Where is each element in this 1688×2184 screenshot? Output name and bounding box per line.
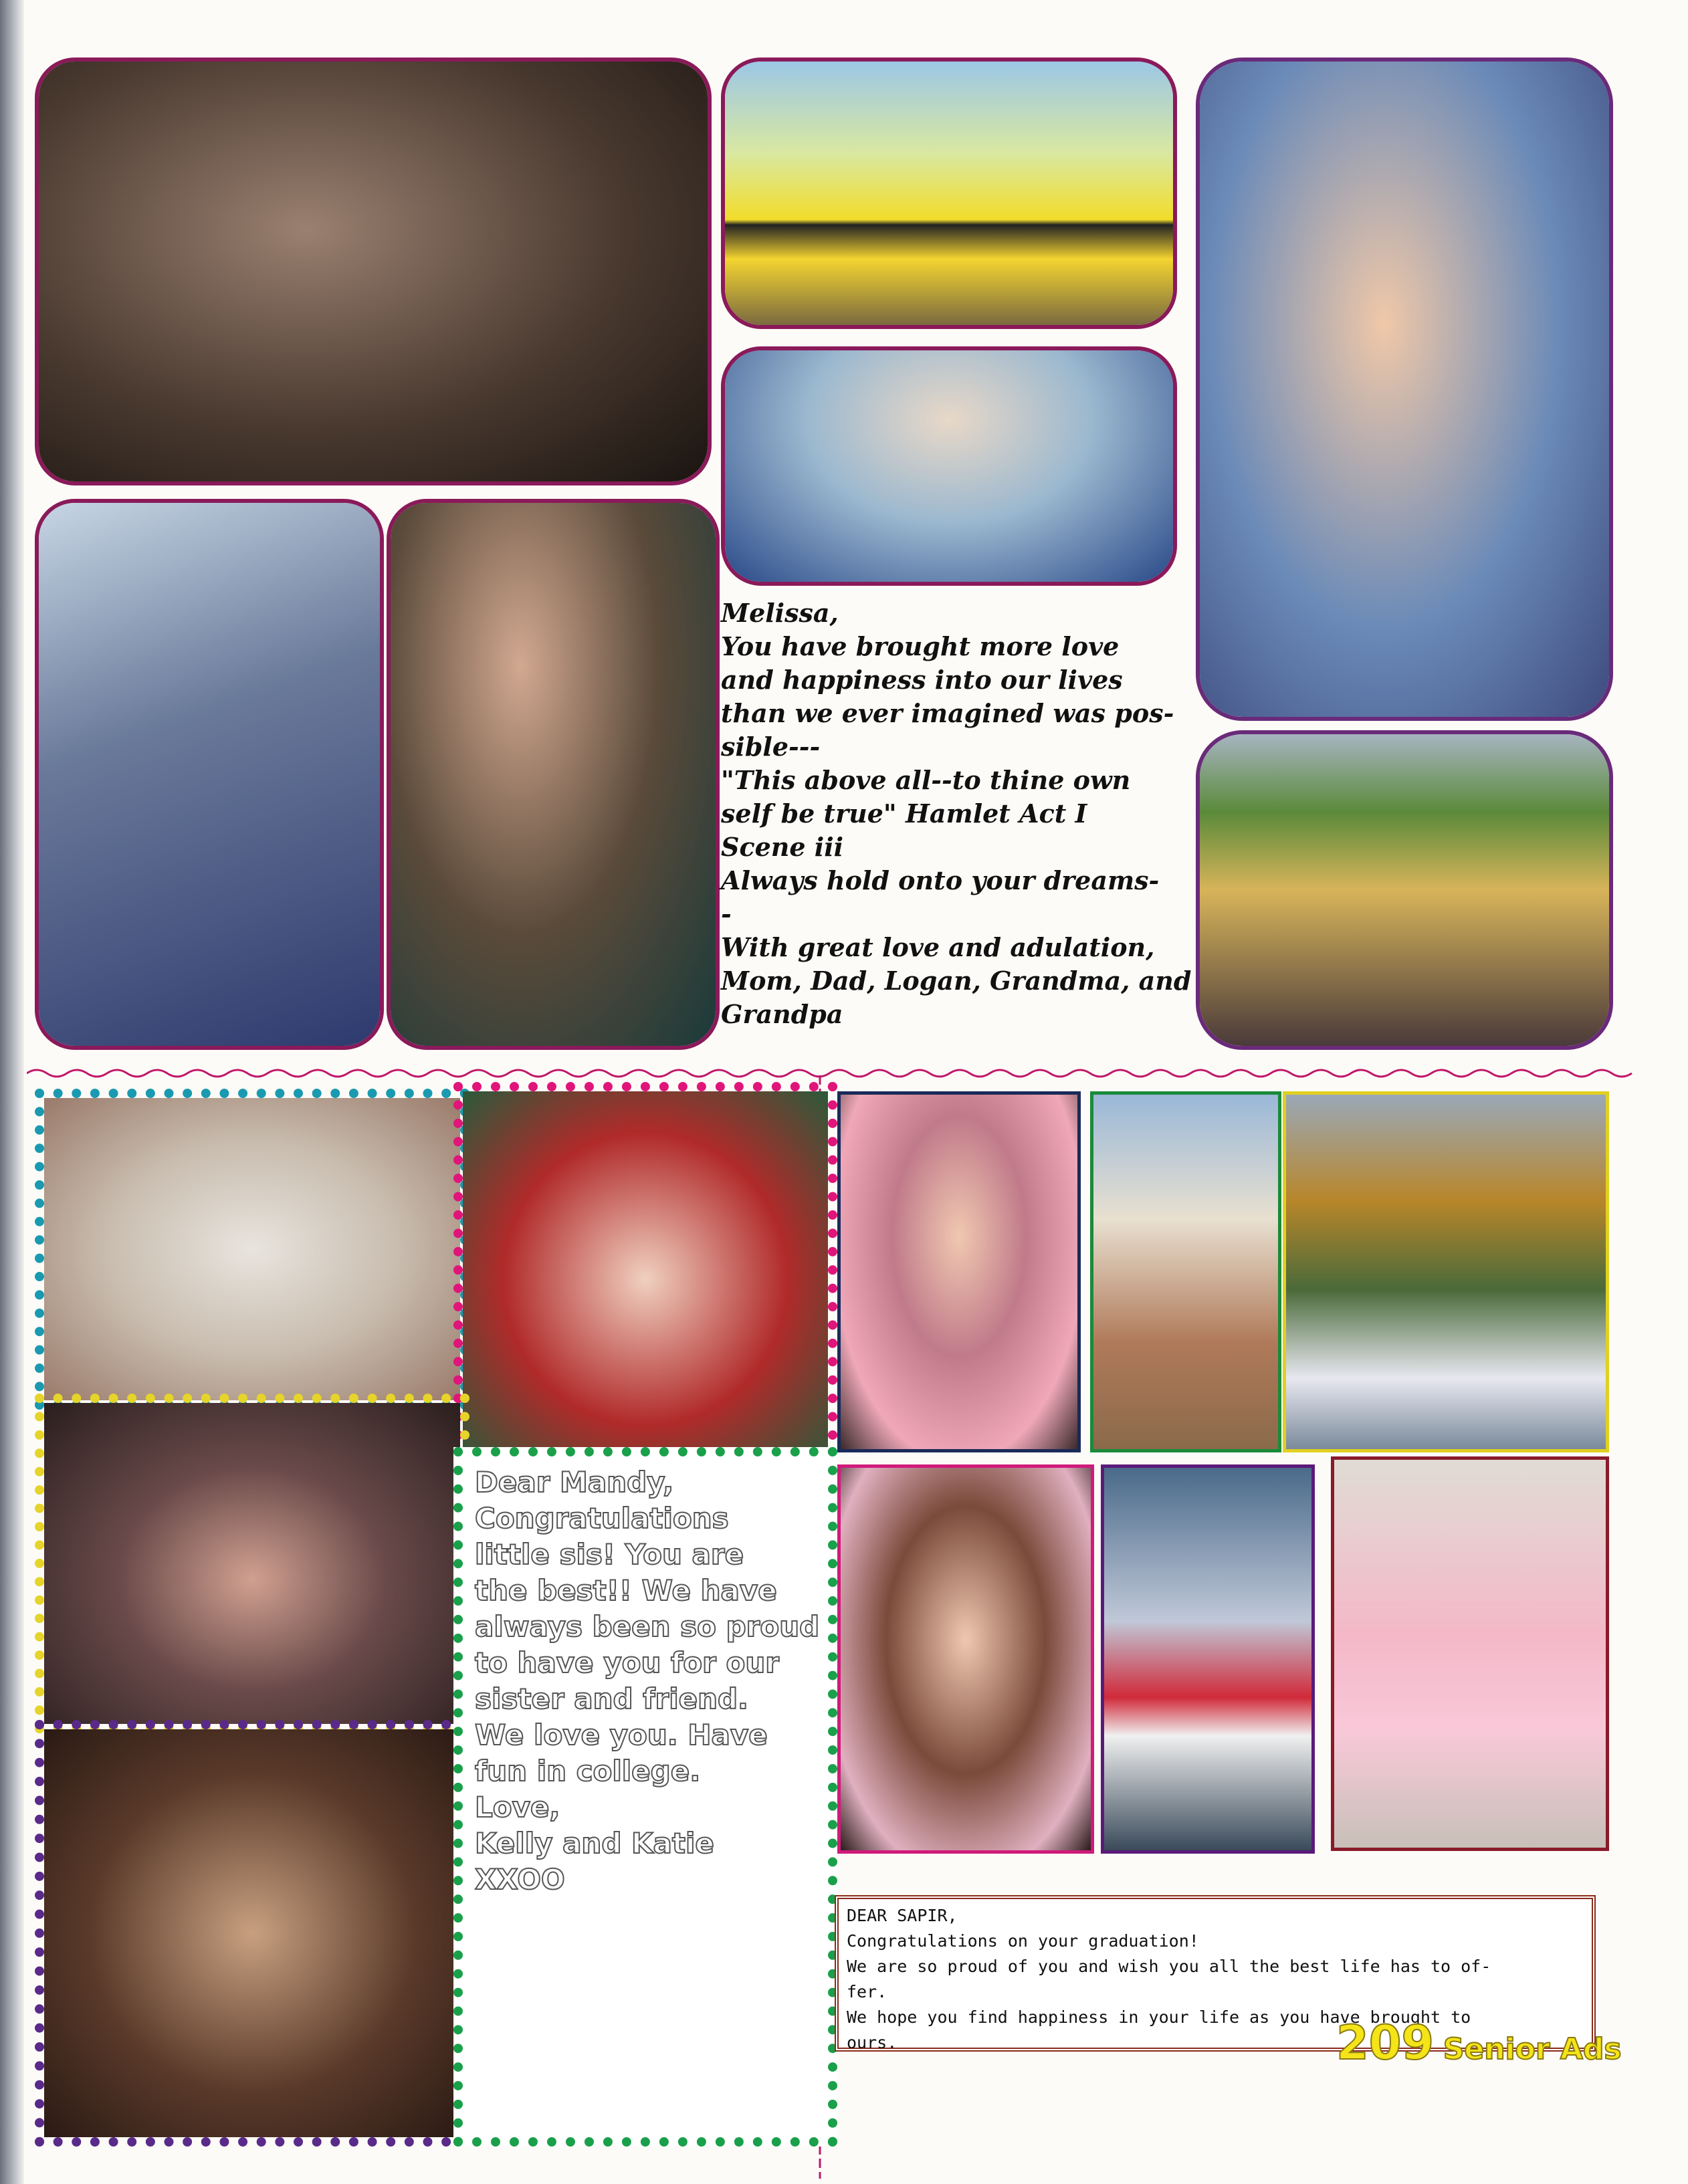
photo-bee-costume-group <box>721 58 1177 329</box>
photo-dad-baby <box>35 499 384 1050</box>
letter-mandy-line: Kelly and Katie <box>475 1827 714 1860</box>
photo-mom-kids-christmas <box>387 499 720 1050</box>
photo-kids-hug <box>721 346 1177 586</box>
letter-melissa-line: Scene iii <box>721 832 844 862</box>
letter-mandy-line: sister and friend. <box>475 1682 749 1715</box>
letter-sapir-line: We hope you find happiness in your life as you have brought to <box>847 2007 1471 2027</box>
letter-mandy-line: to have you for our <box>475 1646 779 1679</box>
letter-mandy-line: Love, <box>475 1791 560 1824</box>
photo-family-night <box>35 58 712 485</box>
page-number: 209 <box>1336 2015 1435 2070</box>
letter-mandy-line: fun in college. <box>475 1755 701 1787</box>
letter-mandy <box>475 1464 819 1898</box>
letter-melissa-line: - <box>721 899 732 929</box>
photo-halloween-kids <box>35 1394 469 1733</box>
letter-sapir-line: DEAR SAPIR, <box>847 1906 958 1925</box>
letter-mandy-line: always been so proud <box>475 1610 820 1643</box>
section-label: Senior Ads <box>1443 2032 1622 2066</box>
letter-mandy-line: XXOO <box>475 1863 565 1896</box>
letter-melissa-line: than we ever imagined was pos- <box>721 698 1174 728</box>
photo-toddler-hat <box>1101 1464 1315 1854</box>
letter-mandy-frame <box>453 1447 837 2147</box>
letter-mandy-line: the best!! We have <box>475 1574 777 1607</box>
letter-sapir-line: fer. <box>847 1982 887 2001</box>
letter-melissa-line: and happiness into our lives <box>721 665 1123 695</box>
photo-toddler-beach <box>1090 1091 1281 1452</box>
wavy-divider-horizontal <box>27 1067 1645 1080</box>
letter-sapir-line: We are so proud of you and wish you all the best life has to of- <box>847 1957 1491 1976</box>
photo-dancer-makeup <box>837 1091 1081 1452</box>
letter-melissa-line: "This above all--to thine own <box>721 765 1131 795</box>
photo-three-girls-beach <box>35 1089 469 1410</box>
letter-melissa-line: self be true" Hamlet Act I <box>721 798 1087 829</box>
photo-woman-courtyard <box>1283 1091 1609 1452</box>
photo-young-woman-portrait <box>837 1464 1094 1854</box>
letter-melissa-line: Mom, Dad, Logan, Grandma, and <box>721 966 1192 996</box>
page-footer <box>1336 2015 1622 2070</box>
letter-melissa <box>721 596 1192 1031</box>
letter-melissa-line: Melissa, <box>721 598 839 628</box>
letter-mandy-line: We love you. Have <box>475 1719 768 1751</box>
letter-melissa-line: You have brought more love <box>721 631 1120 661</box>
letter-mandy-line: Dear Mandy, <box>475 1466 674 1499</box>
photo-toddler-portrait <box>1196 58 1613 721</box>
letter-melissa-line: sible--- <box>721 732 821 762</box>
photo-kids-park-gorilla <box>1196 730 1613 1050</box>
letter-sapir-line: Congratulations on your graduation! <box>847 1931 1199 1951</box>
letter-sapir-line: ours. <box>847 2033 898 2052</box>
page-binding-gutter <box>0 0 24 2184</box>
letter-melissa-line: With great love and adulation, <box>721 932 1155 962</box>
photo-three-kids-christmas <box>453 1082 837 1477</box>
letter-mandy-line: Congratulations <box>475 1502 729 1535</box>
photo-three-women <box>35 1720 469 2147</box>
letter-melissa-line: Always hold onto your dreams- <box>721 865 1160 895</box>
photo-ballerina-pink <box>1331 1456 1609 1851</box>
letter-mandy-line: little sis! You are <box>475 1538 744 1571</box>
letter-melissa-line: Grandpa <box>721 999 843 1029</box>
